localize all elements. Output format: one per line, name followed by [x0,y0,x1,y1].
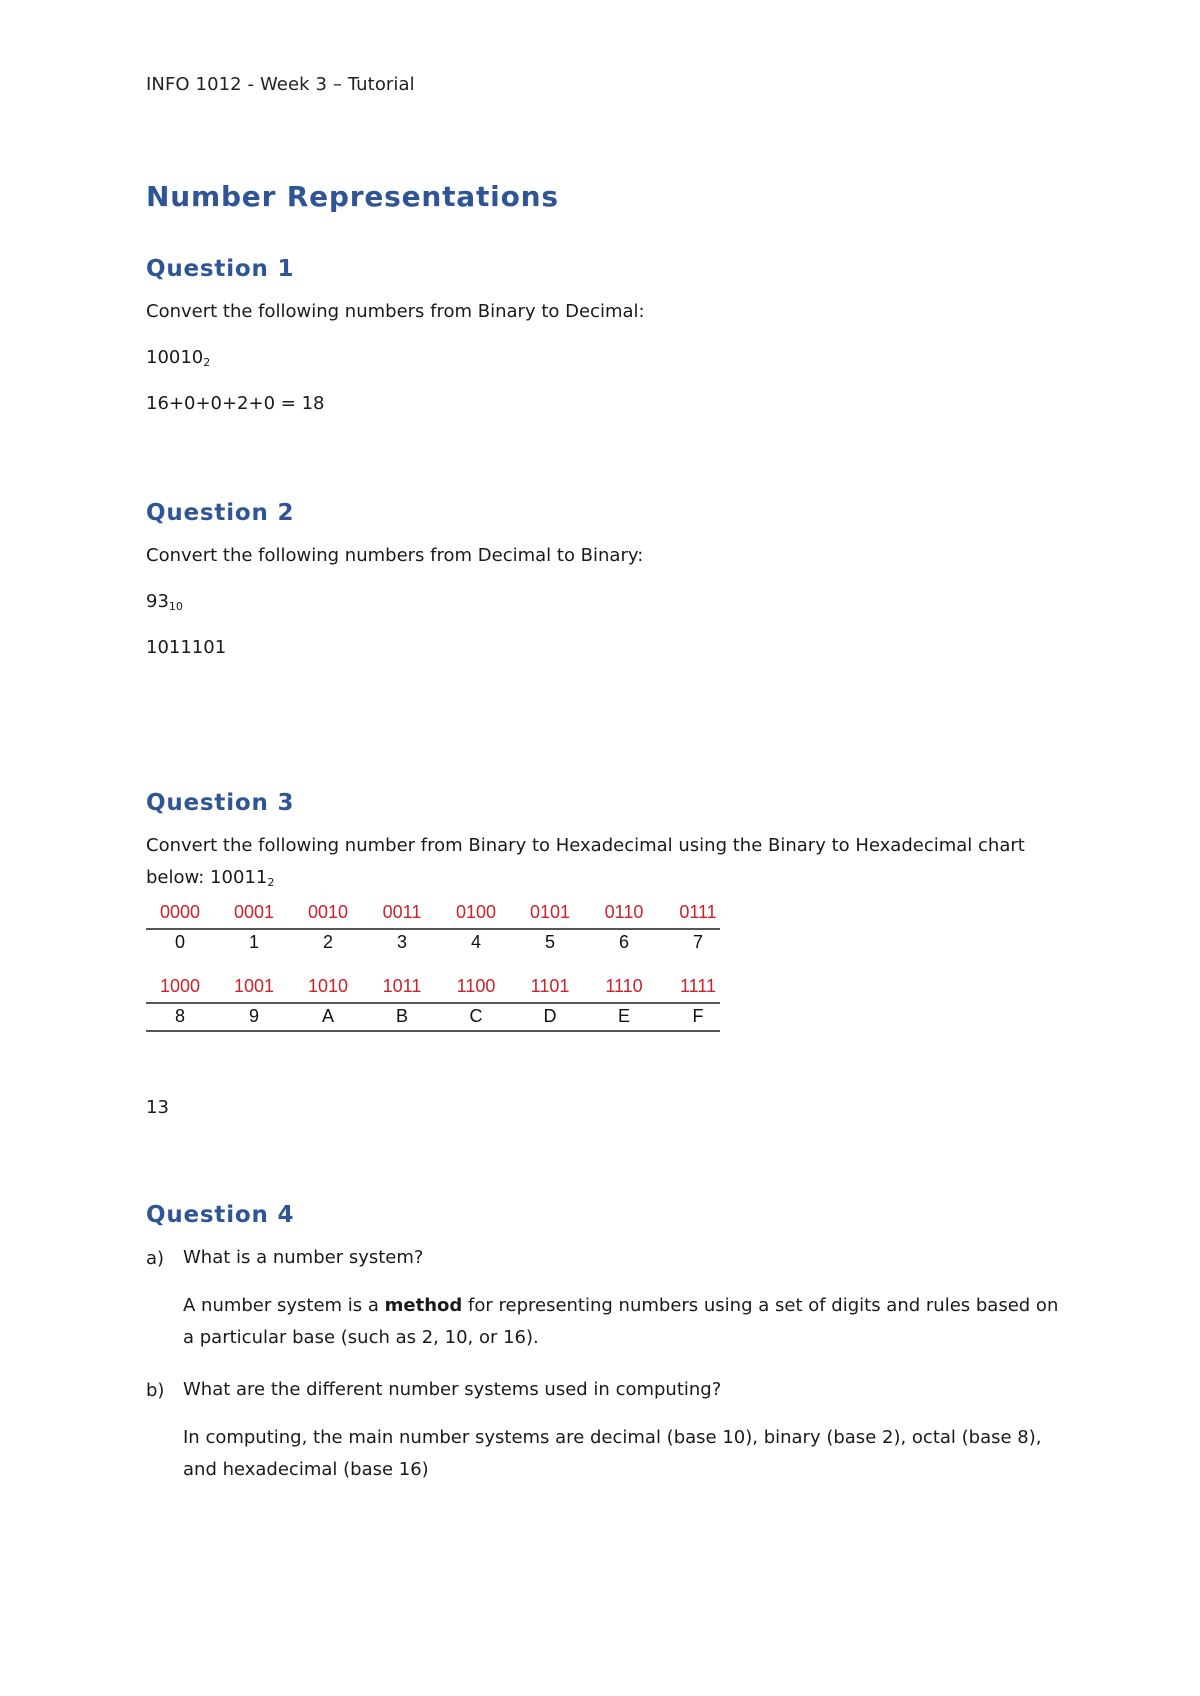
question-4b-answer [183,1422,1063,1486]
question-2-prompt: Convert the following numbers from Decimal to Binary: [146,545,644,566]
binary-hex-chart [146,900,720,1036]
question-4-heading: Question 4 [146,1202,295,1228]
chart-hex-cell-7: 7 [692,932,703,952]
chart-row-1-binary [146,902,720,926]
question-4a-answer-pre: A number system is a [183,1295,385,1316]
chart-binary-cell-3: 1011 [382,976,422,996]
question-4a-answer [183,1290,1063,1354]
question-4a-answer-bold: method [384,1295,463,1316]
question-4b-question: What are the different number systems used in computing? [183,1379,722,1400]
chart-row-2-binary [146,976,720,1000]
question-3-heading: Question 3 [146,790,295,816]
chart-hex-cell-4: 4 [470,932,481,952]
chart-binary-cell-7: 1111 [679,976,717,996]
chart-binary-cell-2: 1010 [307,976,349,996]
chart-hex-cell-6: E [617,1006,630,1026]
question-2-answer: 1011101 [146,637,227,658]
question-1-prompt: Convert the following numbers from Binary to Decimal: [146,301,645,322]
question-4b-answer-line-2: and hexadecimal (base 16) [183,1459,429,1480]
question-2-value-base: 10 [168,600,183,613]
question-1-value-number: 10010 [146,347,204,368]
chart-rule-1 [146,928,720,930]
question-1-value-base: 2 [203,356,211,369]
chart-hex-cell-6: 6 [618,932,629,952]
question-1-value [146,342,210,374]
question-3-answer: 13 [146,1097,169,1118]
chart-rule-3 [146,1030,720,1032]
chart-hex-cell-7: F [692,1006,704,1026]
chart-binary-cell-0: 1000 [159,976,201,996]
chart-hex-cell-2: A [321,1006,334,1026]
chart-row-2-hex [146,1006,720,1030]
chart-binary-cell-4: 0100 [455,902,497,922]
question-1-heading: Question 1 [146,256,295,282]
chart-hex-cell-2: 2 [322,932,333,952]
question-4a-answer-line-2: a particular base (such as 2, 10, or 16). [183,1327,539,1348]
page-header: INFO 1012 - Week 3 – Tutorial [146,74,415,95]
chart-binary-cell-2: 0010 [307,902,349,922]
chart-binary-cell-1: 0001 [233,902,275,922]
chart-binary-cell-0: 0000 [159,902,201,922]
question-3-prompt-text: below: 10011 [146,867,268,888]
chart-binary-cell-1: 1001 [233,976,275,996]
question-4b-answer-line-1: In computing, the main number systems are decimal (base 10), binary (base 2), octal (base 8), [183,1427,1042,1448]
chart-hex-cell-1: 1 [248,932,259,952]
document-title: Number Representations [146,180,559,213]
question-4a-question: What is a number system? [183,1247,424,1268]
question-2-value-number: 93 [146,591,169,612]
chart-binary-cell-5: 1101 [530,976,570,996]
chart-binary-cell-4: 1100 [456,976,496,996]
question-2-value [146,586,183,618]
chart-hex-cell-0: 8 [174,1006,185,1026]
chart-binary-cell-5: 0101 [529,902,571,922]
chart-hex-cell-5: D [543,1006,557,1026]
chart-row-1-hex [146,932,720,956]
question-4b-marker: b) [146,1380,165,1401]
question-3-prompt-base: 2 [267,876,275,889]
chart-binary-cell-7: 0111 [679,902,717,922]
chart-hex-cell-4: C [469,1006,483,1026]
chart-hex-cell-5: 5 [544,932,555,952]
question-3-prompt-line-1: Convert the following number from Binary to Hexadecimal using the Binary to Hexadecimal chart [146,835,1025,856]
chart-binary-cell-6: 0110 [604,902,644,922]
chart-binary-cell-6: 1110 [605,976,643,996]
question-2-heading: Question 2 [146,500,295,526]
chart-binary-cell-3: 0011 [382,902,422,922]
question-1-answer: 16+0+0+2+0 = 18 [146,393,325,414]
chart-hex-cell-0: 0 [174,932,185,952]
chart-hex-cell-3: 3 [396,932,407,952]
chart-hex-cell-1: 9 [248,1006,259,1026]
question-4a-marker: a) [146,1248,165,1269]
chart-hex-cell-3: B [395,1006,408,1026]
question-3-prompt-line-2 [146,862,274,894]
question-4a-answer-post: for representing numbers using a set of digits and rules based on [462,1295,1059,1316]
chart-rule-2 [146,1002,720,1004]
